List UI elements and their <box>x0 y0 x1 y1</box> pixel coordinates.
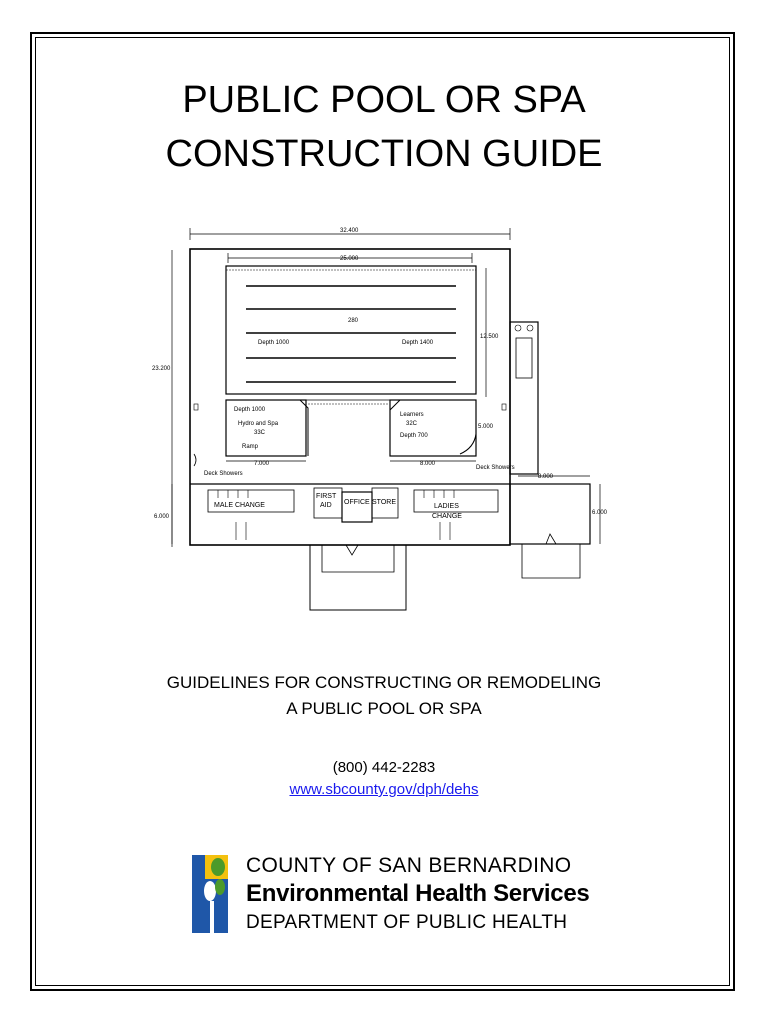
hydro-depth: Depth 1000 <box>234 407 266 413</box>
dim-learners-height: 5.000 <box>478 424 494 430</box>
learners-name: Learners <box>400 412 424 418</box>
male-change-label: MALE CHANGE <box>214 502 265 509</box>
office-label: OFFICE <box>344 499 370 506</box>
dim-annex-width: 8.000 <box>538 474 554 480</box>
hydro-name: Hydro and Spa <box>238 421 279 427</box>
hydro-temp: 33C <box>254 430 266 436</box>
deck-showers-left: Deck Showers <box>204 471 243 477</box>
org-line3: DEPARTMENT OF PUBLIC HEALTH <box>246 912 568 933</box>
document-title-line2: CONSTRUCTION GUIDE <box>165 133 603 175</box>
org-line2: Environmental Health Services <box>246 880 590 907</box>
store-label: STORE <box>372 499 396 506</box>
pool-label: 280 <box>348 318 359 324</box>
pool-floor-plan <box>150 222 620 614</box>
ramp-label: Ramp <box>242 444 259 450</box>
ladies-label: LADIES <box>434 503 459 510</box>
county-logo-icon <box>190 853 230 935</box>
document-title-line1: PUBLIC POOL OR SPA <box>182 79 586 121</box>
dim-pool-height: 12.500 <box>480 334 499 340</box>
org-line1: COUNTY OF SAN BERNARDINO <box>246 854 572 877</box>
learners-depth: Depth 700 <box>400 433 428 439</box>
change-label: CHANGE <box>432 513 462 520</box>
dim-pool-width: 25.000 <box>340 256 359 262</box>
deck-showers-right: Deck Showers <box>476 465 515 471</box>
website-link[interactable]: www.sbcounty.gov/dph/dehs <box>289 781 479 798</box>
dim-overall-height: 23.200 <box>152 366 171 372</box>
dim-left-building: 6.000 <box>154 514 170 520</box>
dim-overall-width: 32.400 <box>340 228 359 234</box>
website-link-wrapper <box>0 781 768 798</box>
first-aid-aid: AID <box>320 502 332 509</box>
subtitle-line1: GUIDELINES FOR CONSTRUCTING OR REMODELING <box>166 673 602 692</box>
phone-number: (800) 442-2283 <box>332 759 436 776</box>
first-aid-first: FIRST <box>316 493 337 500</box>
dim-right-building: 6.000 <box>592 510 608 516</box>
depth-left: Depth 1000 <box>258 340 290 346</box>
dim-hydro-width: 7.000 <box>254 461 270 467</box>
dim-learners-width: 8.000 <box>420 461 436 467</box>
subtitle-line2: A PUBLIC POOL OR SPA <box>286 699 482 718</box>
depth-right: Depth 1400 <box>402 340 434 346</box>
learners-temp: 32C <box>406 421 418 427</box>
